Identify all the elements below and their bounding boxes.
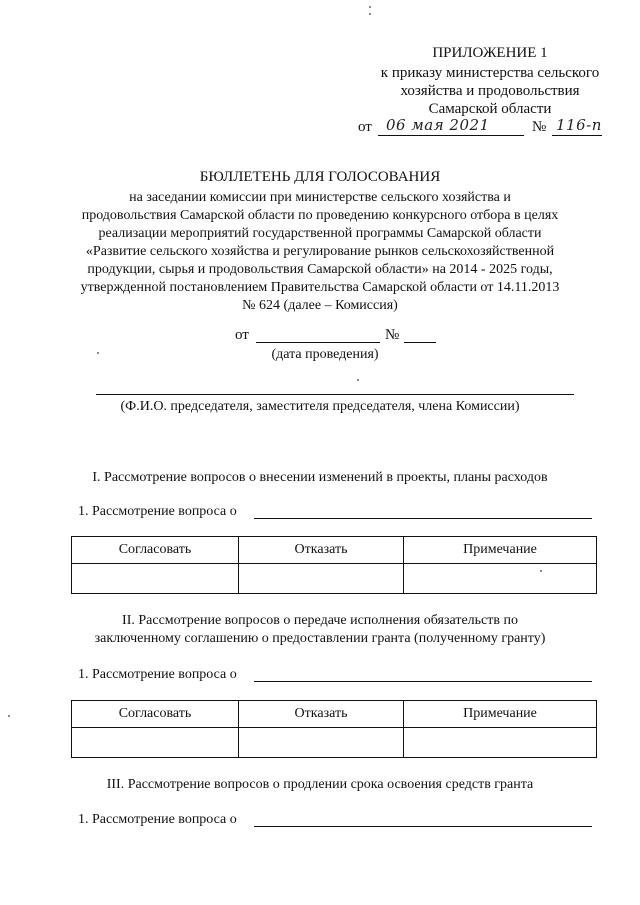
section-2-agree-cell[interactable] (72, 728, 239, 758)
scan-speck (369, 6, 371, 8)
scan-speck (540, 570, 542, 572)
appendix-line-1: к приказу министерства сельского (380, 65, 600, 81)
session-number-label: № (385, 327, 400, 343)
appendix-date-underline (378, 135, 524, 136)
section-1-question-blank[interactable] (254, 518, 592, 519)
ballot-line-3: реализации мероприятий государственной программы Самарской области (98, 226, 542, 241)
member-caption: (Ф.И.О. председателя, заместителя председателя, члена Комиссии) (120, 399, 520, 414)
scan-speck (357, 379, 359, 381)
section-2-question-label: 1. Рассмотрение вопроса о (78, 667, 237, 682)
section-2-refuse-cell[interactable] (239, 728, 404, 758)
section-1-col-note: Примечание (404, 537, 597, 564)
section-1-agree-cell[interactable] (72, 564, 239, 594)
section-1-title: I. Рассмотрение вопросов о внесении изменений в проекты, планы расходов (92, 470, 548, 485)
session-date-caption: (дата проведения) (271, 347, 379, 362)
ballot-line-2: продовольствия Самарской области по проведению конкурсного отбора в целях (81, 208, 559, 223)
ballot-line-1: на заседании комиссии при министерстве сельского хозяйства и (129, 190, 511, 205)
section-1-question-label: 1. Рассмотрение вопроса о (78, 504, 237, 519)
section-1-note-cell[interactable] (404, 564, 597, 594)
ballot-line-4: «Развитие сельского хозяйства и регулирование рынков сельскохозяйственной (85, 244, 555, 259)
section-2-question-blank[interactable] (254, 681, 592, 682)
scan-speck (97, 352, 99, 354)
section-1-col-agree: Согласовать (72, 537, 239, 564)
appendix-number-prefix: № (532, 119, 547, 135)
appendix-line-3: Самарской области (428, 101, 552, 117)
appendix-number-underline (552, 135, 602, 136)
ballot-line-5: продукции, сырья и продовольствия Самарской области» на 2014 - 2025 годы, (87, 262, 553, 277)
section-3-question-label: 1. Рассмотрение вопроса о (78, 812, 237, 827)
ballot-line-6: утвержденной постановлением Правительства Самарской области от 14.11.2013 (80, 280, 560, 295)
section-2-col-refuse: Отказать (239, 701, 404, 728)
session-number-blank[interactable] (404, 342, 436, 343)
appendix-date-prefix: от (358, 119, 372, 135)
section-1-refuse-cell[interactable] (239, 564, 404, 594)
section-2-vote-table (71, 700, 597, 758)
section-2-note-cell[interactable] (404, 728, 597, 758)
member-name-blank[interactable] (96, 394, 574, 395)
section-3-title: III. Рассмотрение вопросов о продлении срока освоения средств гранта (106, 777, 534, 792)
section-2-col-note: Примечание (404, 701, 597, 728)
appendix-date-handwritten: 06 мая 2021 (386, 116, 490, 134)
session-from-label: от (235, 327, 249, 343)
section-2-title-line-2: заключенному соглашению о предоставлении гранта (полученному гранту) (94, 631, 546, 646)
ballot-title: БЮЛЛЕТЕНЬ ДЛЯ ГОЛОСОВАНИЯ (199, 169, 441, 185)
section-2-title-line-1: II. Рассмотрение вопросов о передаче исполнения обязательств по (122, 613, 518, 628)
ballot-line-7: № 624 (далее – Комиссия) (242, 298, 398, 313)
section-1-vote-table (71, 536, 597, 594)
section-3-question-blank[interactable] (254, 826, 592, 827)
appendix-title: ПРИЛОЖЕНИЕ 1 (432, 45, 548, 61)
session-date-blank[interactable] (256, 342, 380, 343)
appendix-line-2: хозяйства и продовольствия (400, 83, 580, 99)
section-2-col-agree: Согласовать (72, 701, 239, 728)
scan-speck (369, 13, 371, 15)
appendix-number-handwritten: 116-п (556, 116, 602, 134)
section-1-col-refuse: Отказать (239, 537, 404, 564)
scan-speck (8, 715, 10, 717)
